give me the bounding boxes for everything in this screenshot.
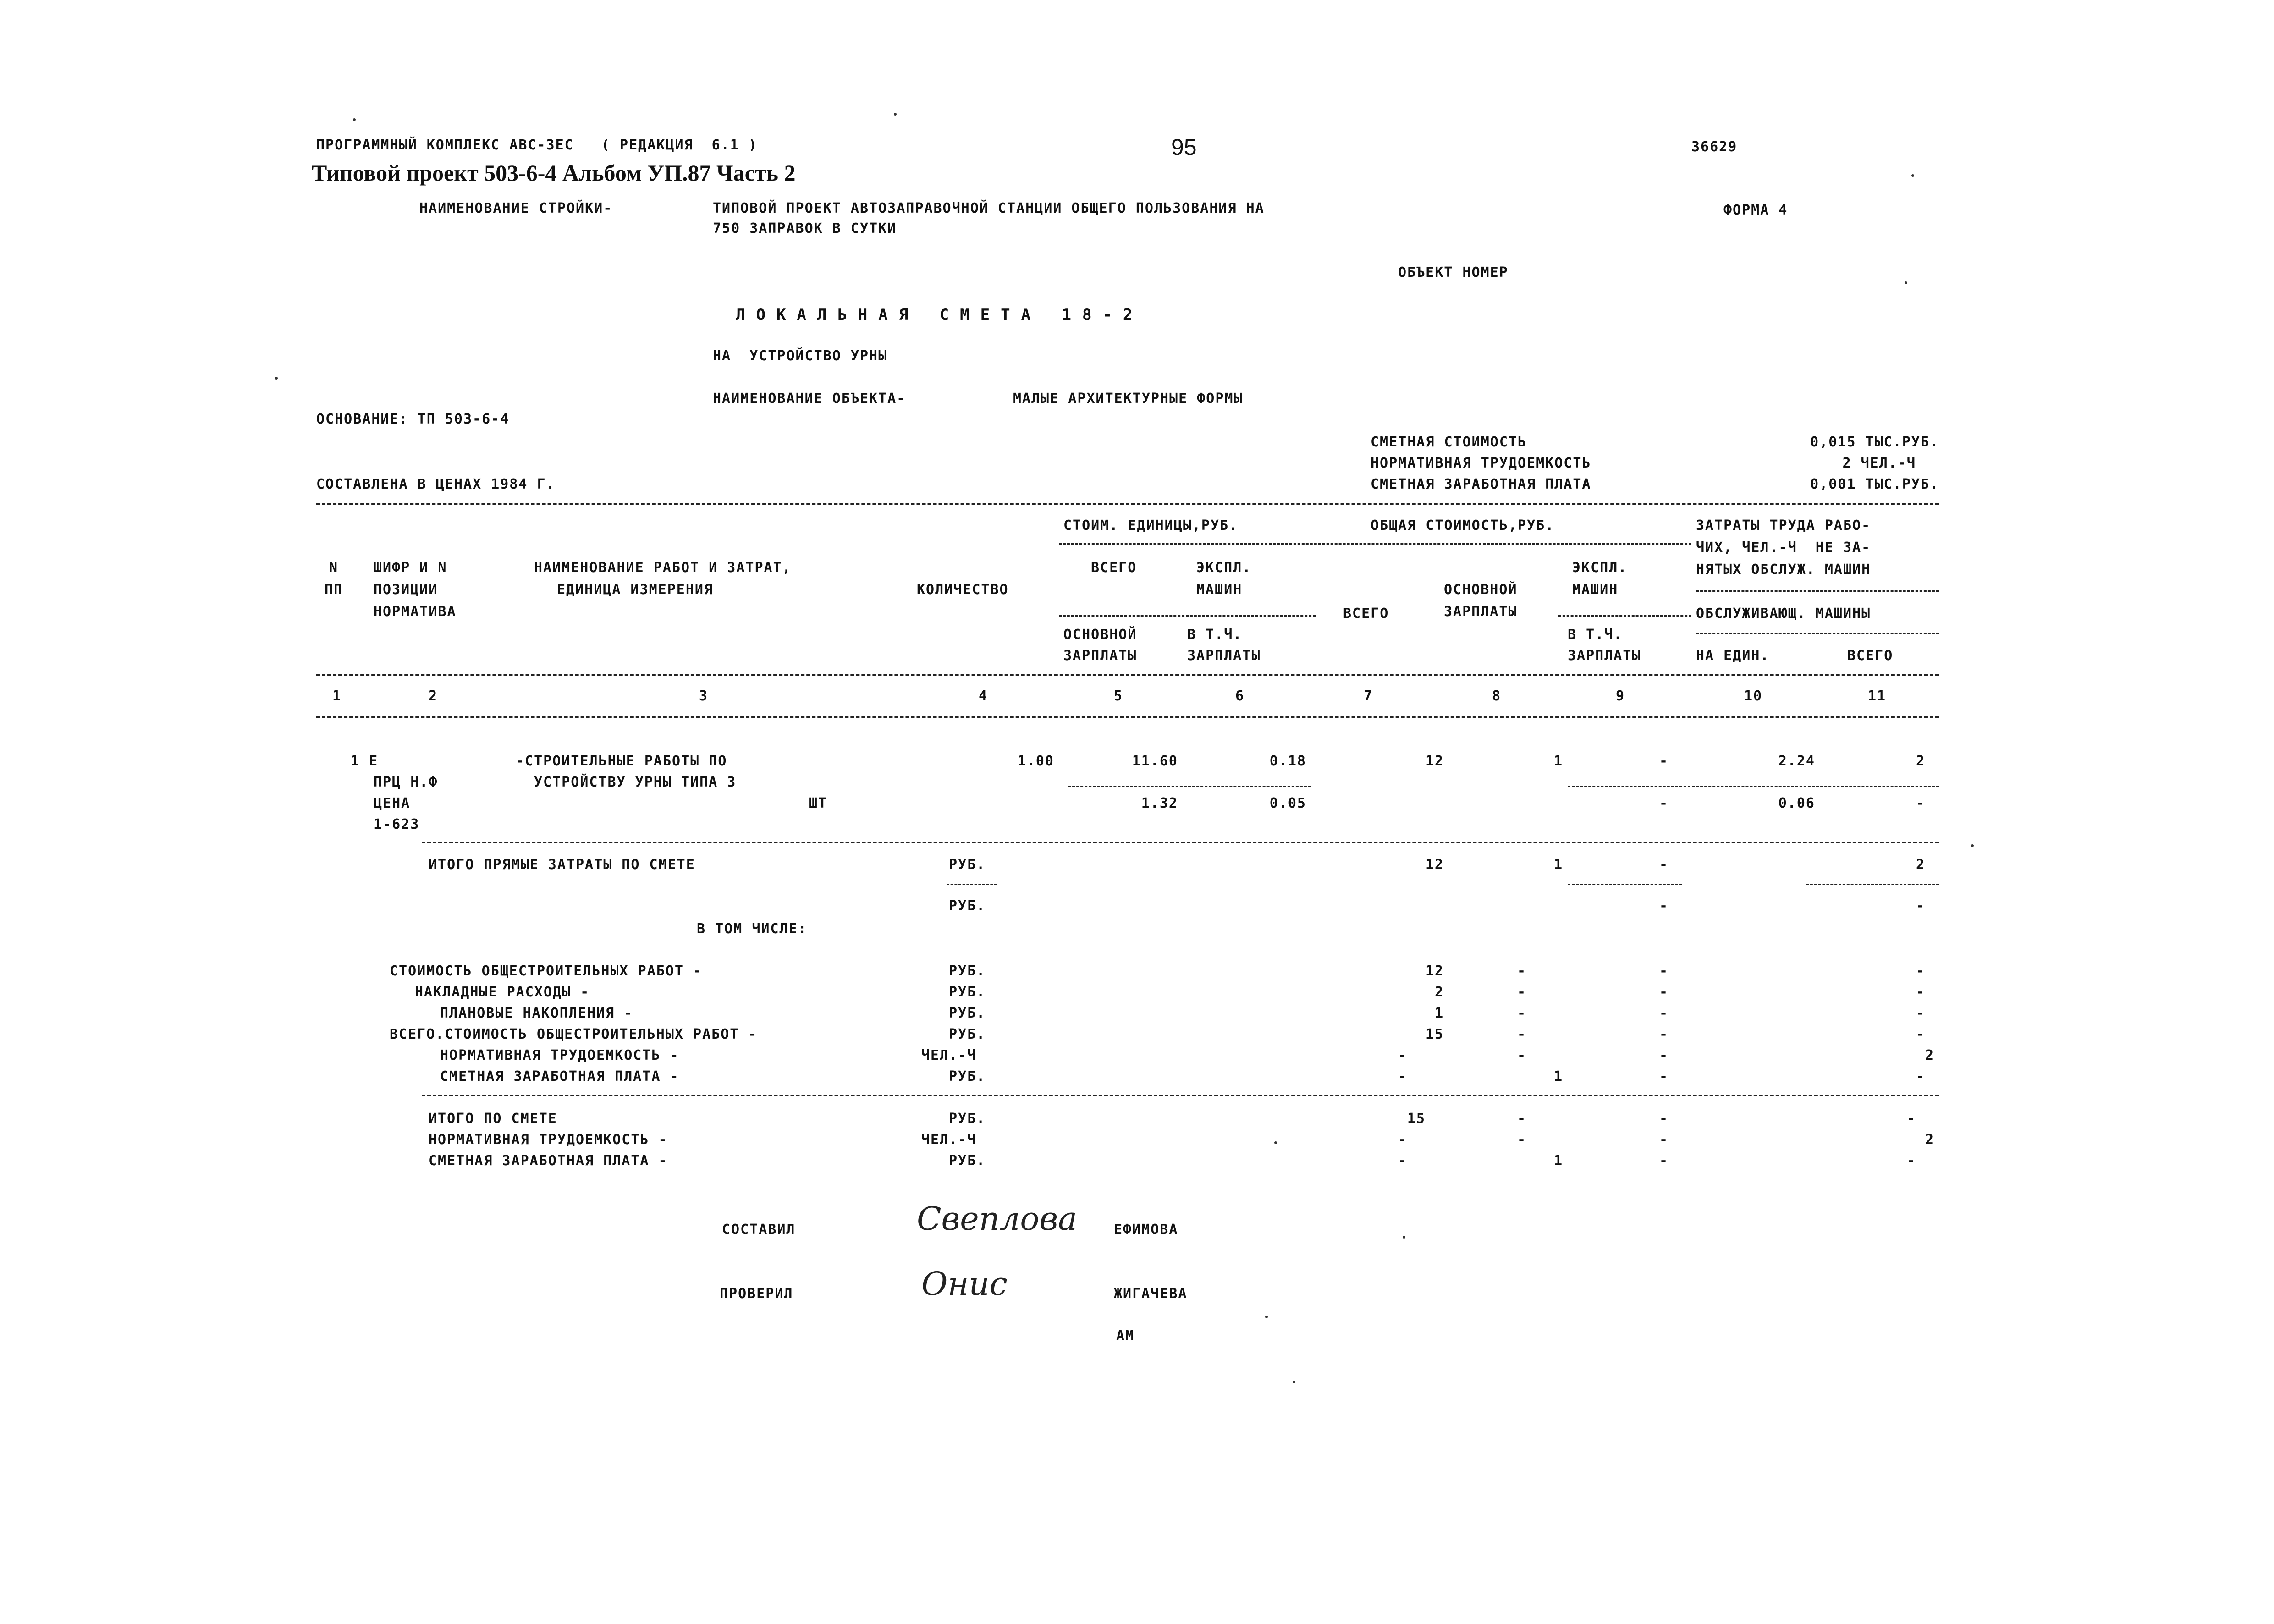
col5-basic-label: ОСНОВНОЙ xyxy=(1063,627,1137,643)
col-code-label-2: ПОЗИЦИИ xyxy=(374,582,438,598)
summary-value-labor: 2 ЧЕЛ.-Ч xyxy=(1842,455,1916,471)
row1-c6b: 0.05 xyxy=(1269,795,1306,811)
header-rule-4 xyxy=(1696,590,1939,592)
totals-unit-1: РУБ. xyxy=(949,1111,986,1127)
direct-c7: 12 xyxy=(1425,857,1444,873)
checked-name: ЖИГАЧЕВА xyxy=(1114,1286,1188,1302)
col-code-label-3: НОРМАТИВА xyxy=(374,604,457,620)
col-number-1: 1 xyxy=(332,688,342,704)
breakdown-label-4: ВСЕГО.СТОИМОСТЬ ОБЩЕСТРОИТЕЛЬНЫХ РАБОТ - xyxy=(390,1026,758,1042)
labor-label-3: НЯТЫХ ОБСЛУЖ. МАШИН xyxy=(1696,562,1871,578)
direct-c9-rule xyxy=(1568,884,1682,885)
scan-speck xyxy=(1265,1316,1268,1318)
breakdown-c11-2: - xyxy=(1916,984,1925,1000)
building-line2: 750 ЗАПРАВОК В СУТКИ xyxy=(713,220,897,237)
row1-name-1: -СТРОИТЕЛЬНЫЕ РАБОТЫ ПО xyxy=(516,753,727,769)
direct-label: ИТОГО ПРЯМЫЕ ЗАТРАТЫ ПО СМЕТЕ xyxy=(429,857,695,873)
direct-unit: РУБ. xyxy=(949,857,986,873)
col-number-7: 7 xyxy=(1363,688,1373,704)
row1-c9b: - xyxy=(1659,795,1668,811)
col10-per-unit-label: НА ЕДИН. xyxy=(1696,648,1770,664)
breakdown-c7-1: 12 xyxy=(1425,963,1444,979)
breakdown-c8-3: - xyxy=(1517,1005,1526,1021)
numbers-bottom-rule xyxy=(316,716,1939,718)
totals-c9-1: - xyxy=(1659,1111,1668,1127)
page-number: 95 xyxy=(1171,134,1197,160)
breakdown-c9-6: - xyxy=(1659,1068,1668,1085)
header-rule-2 xyxy=(1059,615,1316,617)
totals-c7-2: - xyxy=(1398,1132,1407,1148)
col-number-11: 11 xyxy=(1867,688,1887,704)
breakdown-c9-3: - xyxy=(1659,1005,1668,1021)
col-number-9: 9 xyxy=(1615,688,1625,704)
checked-signature: Онис xyxy=(921,1265,1008,1303)
scan-speck xyxy=(275,377,278,380)
totals-c9-2: - xyxy=(1659,1132,1668,1148)
breakdown-c8-5: - xyxy=(1517,1047,1526,1063)
object-label: НАИМЕНОВАНИЕ ОБЪЕКТА- xyxy=(713,391,906,407)
breakdown-c8-1: - xyxy=(1517,963,1526,979)
direct-unit-rule xyxy=(947,884,997,885)
totals-c8-3: 1 xyxy=(1553,1153,1563,1169)
direct-c11-rule xyxy=(1806,884,1939,885)
col-n-label-2: ПП xyxy=(325,582,343,598)
breakdown-label-2: НАКЛАДНЫЕ РАСХОДЫ - xyxy=(415,984,590,1000)
building-line1: ТИПОВОЙ ПРОЕКТ АВТОЗАПРАВОЧНОЙ СТАНЦИИ ОБЩЕГО ПОЛЬЗОВАНИЯ НА xyxy=(713,200,1265,216)
row1-c9: - xyxy=(1659,753,1668,769)
totals-c11-1: - xyxy=(1906,1111,1916,1127)
col-number-2: 2 xyxy=(428,688,438,704)
unit-cost-label: СТОИМ. ЕДИНИЦЫ,РУБ. xyxy=(1063,517,1239,534)
col-code-label: ШИФР И N xyxy=(374,560,447,576)
col6-incl-label-2: ЗАРПЛАТЫ xyxy=(1187,648,1261,664)
scan-speck xyxy=(1911,174,1914,177)
col9-incl-label-2: ЗАРПЛАТЫ xyxy=(1568,648,1641,664)
labor-label-4: ОБСЛУЖИВАЮЩ. МАШИНЫ xyxy=(1696,606,1871,622)
direct-c9b: - xyxy=(1659,898,1668,914)
scan-speck xyxy=(1293,1381,1295,1383)
breakdown-c9-4: - xyxy=(1659,1026,1668,1042)
building-label: НАИМЕНОВАНИЕ СТРОЙКИ- xyxy=(419,200,613,216)
col8-basic-label-2: ЗАРПЛАТЫ xyxy=(1444,604,1518,620)
row1-code-1: ПРЦ Н.Ф xyxy=(374,774,438,790)
breakdown-c7-3: 1 xyxy=(1434,1005,1444,1021)
col-qty-label: КОЛИЧЕСТВО xyxy=(917,582,1009,598)
totals-label-3: СМЕТНАЯ ЗАРАБОТНАЯ ПЛАТА - xyxy=(429,1153,668,1169)
col9-incl-label: В Т.Ч. xyxy=(1568,627,1623,643)
col-name-label: НАИМЕНОВАНИЕ РАБОТ И ЗАТРАТ, xyxy=(534,560,792,576)
estimate-title: ЛОКАЛЬНАЯ СМЕТА 18-2 xyxy=(736,306,1144,324)
summary-label-cost: СМЕТНАЯ СТОИМОСТЬ xyxy=(1371,434,1527,450)
row1-bottom-rule xyxy=(422,842,1939,843)
labor-label: ЗАТРАТЫ ТРУДА РАБО- xyxy=(1696,517,1871,534)
col5-all-label: ВСЕГО xyxy=(1091,560,1137,576)
scan-speck xyxy=(353,118,356,121)
compiled-name: ЕФИМОВА xyxy=(1114,1222,1178,1238)
breakdown-c9-2: - xyxy=(1659,984,1668,1000)
row1-qty: 1.00 xyxy=(1017,753,1054,769)
totals-c7-3: - xyxy=(1398,1153,1407,1169)
col-number-5: 5 xyxy=(1113,688,1123,704)
breakdown-c11-4: - xyxy=(1916,1026,1925,1042)
breakdown-c7-5: - xyxy=(1398,1047,1407,1063)
row1-name-2: УСТРОЙСТВУ УРНЫ ТИПА 3 xyxy=(534,774,737,790)
breakdown-c7-6: - xyxy=(1398,1068,1407,1085)
row1-c10: 2.24 xyxy=(1778,753,1815,769)
object-number: ОБЪЕКТ НОМЕР xyxy=(1398,264,1509,281)
labor-label-2: ЧИХ, ЧЕЛ.-Ч НЕ ЗА- xyxy=(1696,539,1871,556)
totals-c9-3: - xyxy=(1659,1153,1668,1169)
col6-machines-label: ЭКСПЛ. xyxy=(1196,560,1252,576)
breakdown-c7-4: 15 xyxy=(1425,1026,1444,1042)
col-number-10: 10 xyxy=(1744,688,1763,704)
breakdown-c8-2: - xyxy=(1517,984,1526,1000)
breakdown-label-1: СТОИМОСТЬ ОБЩЕСТРОИТЕЛЬНЫХ РАБОТ - xyxy=(390,963,703,979)
checked-label: ПРОВЕРИЛ xyxy=(720,1286,793,1302)
scan-speck xyxy=(1971,844,1974,847)
row1-code-2: ЦЕНА xyxy=(374,795,411,811)
breakdown-unit-2: РУБ. xyxy=(949,984,986,1000)
breakdown-unit-5: ЧЕЛ.-Ч xyxy=(921,1047,977,1063)
col8-basic-label: ОСНОВНОЙ xyxy=(1444,582,1518,598)
breakdown-unit-1: РУБ. xyxy=(949,963,986,979)
estimate-subtitle: НА УСТРОЙСТВО УРНЫ xyxy=(713,348,888,364)
direct-c11b: - xyxy=(1916,898,1925,914)
breakdown-label-3: ПЛАНОВЫЕ НАКОПЛЕНИЯ - xyxy=(440,1005,633,1021)
row1-c7: 12 xyxy=(1425,753,1444,769)
row1-c11b: - xyxy=(1916,795,1925,811)
totals-c11-3: - xyxy=(1906,1153,1916,1169)
totals-unit-2: ЧЕЛ.-Ч xyxy=(921,1132,977,1148)
scan-speck xyxy=(1905,281,1907,284)
row1-c10b: 0.06 xyxy=(1778,795,1815,811)
breakdown-c11-5: 2 xyxy=(1925,1047,1934,1063)
table-top-rule xyxy=(316,503,1939,505)
direct-c9: - xyxy=(1659,857,1668,873)
col5-basic-label-2: ЗАРПЛАТЫ xyxy=(1063,648,1137,664)
totals-unit-3: РУБ. xyxy=(949,1153,986,1169)
breakdown-c9-5: - xyxy=(1659,1047,1668,1063)
breakdown-c11-6: - xyxy=(1916,1068,1925,1085)
row1-n: 1 Е xyxy=(351,753,379,769)
row1-split-rule-a xyxy=(1068,786,1311,787)
header-rule-5 xyxy=(1696,633,1939,634)
col-name-label-2: ЕДИНИЦА ИЗМЕРЕНИЯ xyxy=(557,582,714,598)
breakdown-unit-3: РУБ. xyxy=(949,1005,986,1021)
scan-speck xyxy=(1274,1141,1277,1144)
scan-speck xyxy=(1403,1236,1405,1239)
row1-c6: 0.18 xyxy=(1269,753,1306,769)
header-rule-3 xyxy=(1558,615,1691,617)
col9-machines-label-2: МАШИН xyxy=(1572,582,1619,598)
row1-split-rule-b xyxy=(1568,786,1939,787)
totals-label-2: НОРМАТИВНАЯ ТРУДОЕМКОСТЬ - xyxy=(429,1132,668,1148)
col-number-3: 3 xyxy=(699,688,709,704)
breakdown-label-6: СМЕТНАЯ ЗАРАБОТНАЯ ПЛАТА - xyxy=(440,1068,679,1085)
totals-c8-1: - xyxy=(1517,1111,1526,1127)
prices-year: СОСТАВЛЕНА В ЦЕНАХ 1984 Г. xyxy=(316,476,556,492)
summary-value-wage: 0,001 ТЫС.РУБ. xyxy=(1810,476,1939,492)
basis: ОСНОВАНИЕ: ТП 503-6-4 xyxy=(316,411,510,427)
breakdown-bottom-rule xyxy=(422,1095,1939,1096)
compiled-signature: Свеплова xyxy=(917,1200,1077,1238)
summary-value-cost: 0,015 ТЫС.РУБ. xyxy=(1810,434,1939,450)
form-number: ФОРМА 4 xyxy=(1723,202,1788,218)
totals-c7-1: 15 xyxy=(1407,1111,1426,1127)
breakdown-label-5: НОРМАТИВНАЯ ТРУДОЕМКОСТЬ - xyxy=(440,1047,679,1063)
breakdown-c8-6: 1 xyxy=(1553,1068,1563,1085)
breakdown-unit-6: РУБ. xyxy=(949,1068,986,1085)
row1-c5b: 1.32 xyxy=(1141,795,1178,811)
direct-unit-2: РУБ. xyxy=(949,898,986,914)
col-number-6: 6 xyxy=(1235,688,1245,704)
col9-machines-label: ЭКСПЛ. xyxy=(1572,560,1628,576)
row1-c8: 1 xyxy=(1553,753,1563,769)
row1-c5: 11.60 xyxy=(1132,753,1178,769)
col7-all-label: ВСЕГО xyxy=(1343,606,1389,622)
row1-c11: 2 xyxy=(1916,753,1925,769)
doc-code: 36629 xyxy=(1691,139,1738,155)
col11-all-label: ВСЕГО xyxy=(1847,648,1894,664)
summary-label-labor: НОРМАТИВНАЯ ТРУДОЕМКОСТЬ xyxy=(1371,455,1591,471)
summary-label-wage: СМЕТНАЯ ЗАРАБОТНАЯ ПЛАТА xyxy=(1371,476,1591,492)
breakdown-c8-4: - xyxy=(1517,1026,1526,1042)
totals-c8-2: - xyxy=(1517,1132,1526,1148)
object-name: МАЛЫЕ АРХИТЕКТУРНЫЕ ФОРМЫ xyxy=(1013,391,1243,407)
initials: АМ xyxy=(1116,1328,1135,1344)
breakdown-c9-1: - xyxy=(1659,963,1668,979)
program-name: ПРОГРАММНЫЙ КОМПЛЕКС АВС-3ЕС ( РЕДАКЦИЯ 6.1 ) xyxy=(316,137,758,153)
row1-unit: ШТ xyxy=(809,795,828,811)
header-rule-1 xyxy=(1059,543,1691,545)
header-bottom-rule xyxy=(316,674,1939,676)
col-n-label: N xyxy=(329,560,339,576)
col6-machines-label-2: МАШИН xyxy=(1196,582,1243,598)
breakdown-c11-3: - xyxy=(1916,1005,1925,1021)
including-label: В ТОМ ЧИСЛЕ: xyxy=(697,921,807,937)
col6-incl-label: В Т.Ч. xyxy=(1187,627,1243,643)
totals-label-1: ИТОГО ПО СМЕТЕ xyxy=(429,1111,557,1127)
typical-project: Типовой проект 503-6-4 Альбом УП.87 Часть 2 xyxy=(312,160,796,186)
breakdown-unit-4: РУБ. xyxy=(949,1026,986,1042)
row1-code-3: 1-623 xyxy=(374,816,420,832)
col-number-4: 4 xyxy=(978,688,988,704)
scan-speck xyxy=(894,113,897,116)
direct-c8: 1 xyxy=(1553,857,1563,873)
compiled-label: СОСТАВИЛ xyxy=(722,1222,796,1238)
col-number-8: 8 xyxy=(1492,688,1502,704)
breakdown-c7-2: 2 xyxy=(1434,984,1444,1000)
totals-c11-2: 2 xyxy=(1925,1132,1934,1148)
breakdown-c11-1: - xyxy=(1916,963,1925,979)
direct-c11: 2 xyxy=(1916,857,1925,873)
total-cost-label: ОБЩАЯ СТОИМОСТЬ,РУБ. xyxy=(1371,517,1555,534)
